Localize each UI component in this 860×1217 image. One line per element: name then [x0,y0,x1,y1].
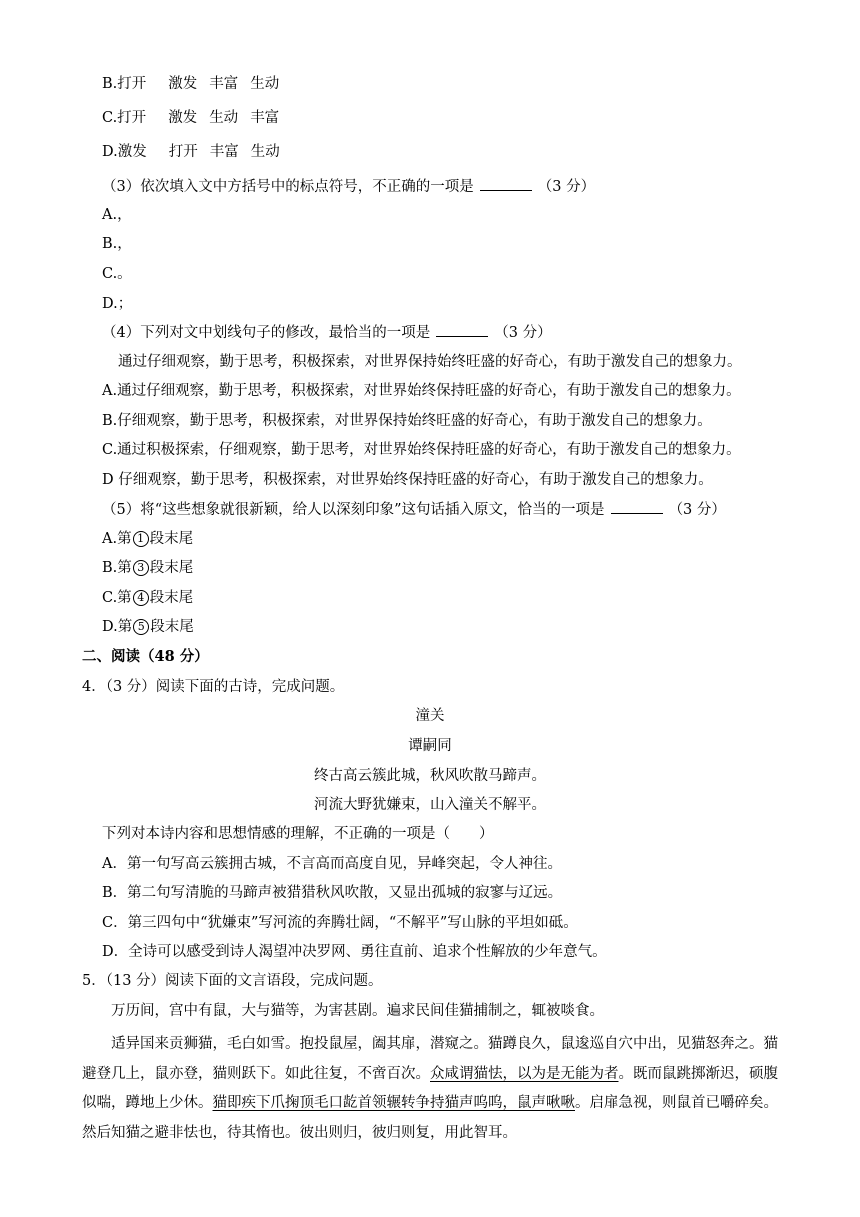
passage-paragraph-1: 万历间，宫中有鼠，大与猫等，为害甚剧。遍求民间佳猫捕制之，辄被啖食。 [111,1003,604,1019]
q4-option-c: C.通过积极探索，仔细观察，勤于思考，对世界始终保持旺盛的好奇心，有助于激发自己的想象力。 [102,442,741,458]
q5-option-a: A.第 1 段末尾 [102,531,194,547]
answer-blank [480,176,532,191]
poem-line-1: 终古高云簇此城，秋风吹散马蹄声。 [314,768,546,784]
poem-line-2: 河流大野犹嫌束，山入潼关不解平。 [314,797,546,813]
q4b-option-b: B．第二句写清脆的马蹄声被猎猎秋风吹散，又显出孤城的寂寥与辽远。 [102,885,563,901]
q4-option-a: A.通过仔细观察，勤于思考，积极探索，对世界始终保持旺盛的好奇心，有助于激发自己的想象力。 [102,383,741,399]
q5-option-c: C.第 4 段末尾 [102,590,194,606]
q5b-intro: 5．（13 分）阅读下面的文言语段，完成问题。 [82,973,383,989]
underlined-sentence-1: 众咸谓猫怯，以为是无能为者 [430,1065,619,1082]
q2-option-c: C.打开 激发 生动 丰富 [102,110,280,126]
answer-blank [611,499,663,514]
q4b-intro: 4．（3 分）阅读下面的古诗，完成问题。 [82,679,345,695]
q3-stem: （3）依次填入文中方括号中的标点符号，不正确的一项是 （3 分） [102,176,595,197]
section-title: 二、阅读（48 分） [82,648,209,665]
q4-original-sentence: 通过仔细观察，勤于思考，积极探索，对世界保持始终旺盛的好奇心，有助于激发自己的想象力。 [118,354,742,370]
q4-option-d: D 仔细观察，勤于思考，积极探索，对世界始终保持旺盛的好奇心，有助于激发自己的想象力。 [102,472,713,488]
q2-option-b: B.打开 激发 丰富 生动 [102,76,280,92]
answer-blank [436,322,488,337]
q4-option-b: B.仔细观察，勤于思考，积极探索，对世界保持始终旺盛的好奇心，有助于激发自己的想象力。 [102,413,712,429]
q4b-option-d: D．全诗可以感受到诗人渴望冲决罗网、勇往直前、追求个性解放的少年意气。 [102,944,607,960]
q3-option-b: B.， [102,236,132,252]
q5-stem: （5）将“这些想象就很新颖，给人以深刻印象”这句话插入原文，恰当的一项是 （3 分） [102,499,726,520]
poem-author: 谭嗣同 [408,738,452,754]
q5-option-d: D.第 5 段末尾 [102,619,194,635]
passage-paragraph-2: 适异国来贡狮猫，毛白如雪。抱投鼠屋，阖其扉，潜窥之。猫蹲良久，鼠逡巡自穴中出，见猫怒奔之。猫避登几上，鼠亦登，猫则跃下。如此往复，不啻百次。众咸谓猫怯，以为是无能为者。既而鼠跳掷渐迟，硕腹似喘，蹲地上少休。猫即疾下爪掬顶毛口龁首领辗转争持猫声呜呜，鼠声啾啾。启扉急视，则鼠首已嚼碎矣。然后知猫之避非怯也，待其惰也。彼出则归，彼归则复，用此智耳。 [82,1036,778,1141]
q3-option-a: A.， [102,207,132,223]
q4b-option-a: A．第一句写高云簇拥古城，不言高而高度自见，异峰突起，令人神往。 [102,856,562,872]
poem-title: 潼关 [415,708,445,724]
q4b-stem: 下列对本诗内容和思想情感的理解，不正确的一项是（ ） [102,826,494,842]
q4b-option-c: C．第三四句中“犹嫌束”写河流的奔腾壮阔，“不解平”写山脉的平坦如砥。 [102,915,578,931]
underlined-sentence-2: 猫即疾下爪掬顶毛口龁首领辗转争持猫声呜呜，鼠声啾啾 [212,1095,575,1111]
q4-stem: （4）下列对文中划线句子的修改，最恰当的一项是 （3 分） [102,322,552,343]
q2-option-d: D.激发 打开 丰富 生动 [102,144,280,160]
q3-option-d: D.； [102,296,133,312]
q3-option-c: C.。 [102,266,132,282]
q5-option-b: B.第 3 段末尾 [102,560,194,576]
